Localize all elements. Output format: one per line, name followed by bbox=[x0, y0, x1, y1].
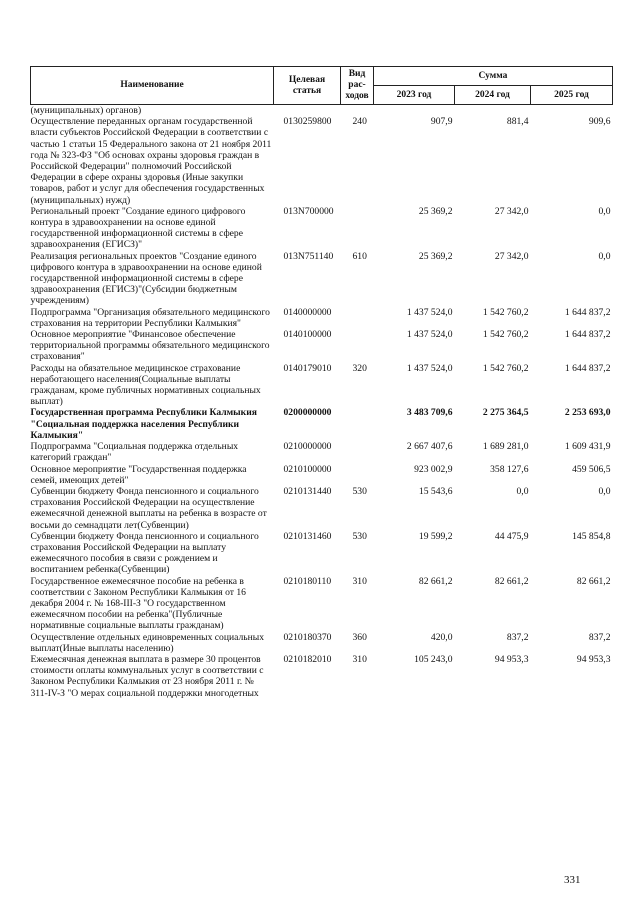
row-expense-type bbox=[341, 105, 374, 117]
row-expense-type: 530 bbox=[352, 485, 367, 497]
row-sum-2024: 1 689 281,0 bbox=[482, 441, 529, 453]
row-target-article: 0140179010 bbox=[283, 362, 332, 374]
header-year-2024: 2024 год bbox=[455, 86, 531, 105]
row-sum-2023: 82 661,2 bbox=[418, 575, 453, 587]
row-target-article: 0210131440 bbox=[283, 485, 332, 497]
row-sum-2024: 1 542 760,2 bbox=[482, 306, 529, 318]
row-target-article: 0210131460 bbox=[283, 530, 332, 542]
table-row bbox=[31, 407, 613, 441]
header-year-2023: 2023 год bbox=[374, 86, 455, 105]
row-sum-2024: 27 342,0 bbox=[494, 205, 529, 217]
table-row bbox=[31, 363, 613, 408]
row-sum-2023: 1 437 524,0 bbox=[406, 362, 453, 374]
row-sum-2024: 94 953,3 bbox=[494, 653, 529, 665]
row-sum-2024: 1 542 760,2 bbox=[482, 329, 529, 341]
budget-table-section bbox=[30, 66, 612, 699]
row-sum-2024: 2 275 364,5 bbox=[482, 407, 529, 419]
row-name: Основное мероприятие "Финансовое обеспечение территориальной программы обязательного медицинского страхования" bbox=[30, 329, 270, 363]
table-row bbox=[31, 486, 613, 531]
row-sum-2025: 1 644 837,2 bbox=[564, 362, 611, 374]
row-sum-2024 bbox=[455, 105, 531, 117]
row-name: Основное мероприятие "Государственная поддержка семей, имеющих детей" bbox=[30, 463, 247, 486]
table-row bbox=[31, 307, 613, 329]
row-target-article: 0210180110 bbox=[283, 575, 332, 587]
row-name: Осуществление переданных органам государственной власти субъектов Российской Федерации в соответствии с частью 1 статьи 15 Федерального закона от 21 ноября 2011 года № 323-ФЗ "Об основах охраны здоровья граждан в Российской Федерации" полномочий Российской Федерации в сфере охраны здоровья (Иные закупки товаров, работ и услуг для обеспечения государственных (муниципальных) нужд) bbox=[30, 116, 272, 206]
table-row bbox=[31, 329, 613, 363]
row-expense-type: 320 bbox=[352, 362, 367, 374]
row-target-article: 0210182010 bbox=[283, 653, 332, 665]
row-name: Государственная программа Республики Калмыкия "Социальная поддержка населения Республики Калмыкия" bbox=[30, 407, 257, 441]
row-target-article: 0130259800 bbox=[283, 116, 332, 128]
row-sum-2024: 881,4 bbox=[506, 116, 529, 128]
row-sum-2025: 459 506,5 bbox=[572, 463, 611, 475]
row-expense-type: 530 bbox=[352, 530, 367, 542]
row-name: Субвенции бюджету Фонда пенсионного и социального страхования Российской Федерации на осуществление ежемесячной денежной выплаты на ребенка в возрасте от восьми до семнадцати лет(Субвенции) bbox=[30, 485, 267, 531]
row-sum-2023: 25 369,2 bbox=[418, 205, 453, 217]
row-target-article: 013N700000 bbox=[283, 205, 334, 217]
row-sum-2023: 1 437 524,0 bbox=[406, 306, 453, 318]
row-target-article: 0210000000 bbox=[283, 441, 332, 453]
row-sum-2023: 15 543,6 bbox=[418, 485, 453, 497]
row-expense-type bbox=[341, 329, 374, 363]
row-sum-2023: 907,9 bbox=[430, 116, 453, 128]
row-sum-2025: 82 661,2 bbox=[576, 575, 611, 587]
row-name: Ежемесячная денежная выплата в размере 30 процентов стоимости оплаты коммунальных услуг в соответствии с Законом Республики Калмыкия от 23 ноября 2011 г. № 311-IV-З "О мерах социальной поддержки многодетных bbox=[30, 653, 264, 699]
row-sum-2025: 145 854,8 bbox=[572, 530, 611, 542]
row-sum-2025: 1 609 431,9 bbox=[564, 441, 611, 453]
row-sum-2025: 2 253 693,0 bbox=[564, 407, 611, 419]
header-sum: Сумма bbox=[374, 67, 613, 86]
row-sum-2024: 44 475,9 bbox=[494, 530, 529, 542]
row-target-article: 0200000000 bbox=[283, 407, 332, 419]
table-header bbox=[31, 67, 613, 105]
row-name: Расходы на обязательное медицинское страхование неработающего населения(Социальные выплаты гражданам, кроме публичных нормативных социальных выплат) bbox=[30, 362, 261, 408]
row-sum-2023: 25 369,2 bbox=[418, 250, 453, 262]
budget-table bbox=[30, 66, 613, 699]
table-row bbox=[31, 105, 613, 117]
row-name: Осуществление отдельных единовременных социальных выплат(Иные выплаты населению) bbox=[30, 631, 264, 654]
row-target-article: 0210180370 bbox=[283, 631, 332, 643]
header-year-2025: 2025 год bbox=[531, 86, 613, 105]
row-target-article: 0140100000 bbox=[283, 329, 332, 341]
header-expense-type: Вид рас-ходов bbox=[341, 67, 374, 105]
row-sum-2023: 1 437 524,0 bbox=[406, 329, 453, 341]
row-sum-2025: 0,0 bbox=[598, 485, 611, 497]
row-name: Подпрограмма "Социальная поддержка отдельных категорий граждан" bbox=[30, 441, 239, 464]
row-sum-2023: 105 243,0 bbox=[414, 653, 453, 665]
row-sum-2025 bbox=[531, 105, 613, 117]
row-sum-2025: 94 953,3 bbox=[576, 653, 611, 665]
header-name: Наименование bbox=[31, 67, 274, 105]
row-name: Региональный проект "Создание единого цифрового контура в здравоохранении на основе единой государственной информационной системы в сфере здравоохранения (ЕГИСЗ)" bbox=[30, 205, 246, 251]
row-sum-2024: 358 127,6 bbox=[490, 463, 529, 475]
row-target-article: 013N751140 bbox=[283, 250, 334, 262]
row-expense-type bbox=[341, 464, 374, 486]
row-sum-2025: 837,2 bbox=[588, 631, 611, 643]
row-target-article: 0140000000 bbox=[283, 306, 332, 318]
page-number: 331 bbox=[564, 874, 581, 886]
table-row bbox=[31, 251, 613, 307]
table-body bbox=[31, 105, 613, 699]
row-expense-type bbox=[341, 206, 374, 251]
row-target-article: 0210100000 bbox=[283, 463, 332, 475]
row-name: Реализация региональных проектов "Создание единого цифрового контура в здравоохранении на основе единой государственной информационной системы в сфере здравоохранения (ЕГИСЗ)"(Субсидии бюджетным учреждениям) bbox=[30, 250, 262, 307]
row-sum-2025: 0,0 bbox=[598, 205, 611, 217]
row-expense-type bbox=[341, 307, 374, 329]
row-name: Субвенции бюджету Фонда пенсионного и социального страхования Российской Федерации на выплату ежемесячного пособия в связи с рождением и воспитанием ребенка(Субвенции) bbox=[30, 530, 259, 576]
row-expense-type: 240 bbox=[352, 116, 367, 128]
row-name: Государственное ежемесячное пособие на ребенка в соответствии с Законом Республики Калмыкия от 16 декабря 2004 г. № 168-III-З "О государственном ежемесячном пособии на ребенка"(Публичные нормативные социальные выплаты гражданам) bbox=[30, 575, 246, 632]
row-sum-2024: 0,0 bbox=[516, 485, 529, 497]
table-row bbox=[31, 116, 613, 206]
row-expense-type: 360 bbox=[352, 631, 367, 643]
row-expense-type: 310 bbox=[352, 653, 367, 665]
row-sum-2025: 909,6 bbox=[588, 116, 611, 128]
row-sum-2025: 1 644 837,2 bbox=[564, 329, 611, 341]
table-row bbox=[31, 206, 613, 251]
row-sum-2024: 27 342,0 bbox=[494, 250, 529, 262]
row-name: (муниципальных) органов) bbox=[30, 105, 142, 116]
table-row bbox=[31, 531, 613, 576]
row-expense-type bbox=[341, 407, 374, 441]
table-row bbox=[31, 632, 613, 654]
row-expense-type: 610 bbox=[352, 250, 367, 262]
row-sum-2025: 1 644 837,2 bbox=[564, 306, 611, 318]
row-sum-2023: 420,0 bbox=[430, 631, 453, 643]
row-expense-type bbox=[341, 441, 374, 463]
header-target-article: Целевая статья bbox=[274, 67, 341, 105]
row-sum-2023: 19 599,2 bbox=[418, 530, 453, 542]
row-name: Подпрограмма "Организация обязательного медицинского страхования на территории Республики Калмыкия" bbox=[30, 306, 270, 329]
row-expense-type: 310 bbox=[352, 575, 367, 587]
row-sum-2023: 2 667 407,6 bbox=[406, 441, 453, 453]
row-sum-2025: 0,0 bbox=[598, 250, 611, 262]
row-target-article bbox=[274, 105, 341, 117]
row-sum-2024: 1 542 760,2 bbox=[482, 362, 529, 374]
row-sum-2023: 923 002,9 bbox=[414, 463, 453, 475]
row-sum-2024: 82 661,2 bbox=[494, 575, 529, 587]
table-row bbox=[31, 576, 613, 632]
row-sum-2023 bbox=[374, 105, 455, 117]
table-row bbox=[31, 654, 613, 699]
table-row bbox=[31, 464, 613, 486]
row-sum-2023: 3 483 709,6 bbox=[406, 407, 453, 419]
table-row bbox=[31, 441, 613, 463]
row-sum-2024: 837,2 bbox=[506, 631, 529, 643]
